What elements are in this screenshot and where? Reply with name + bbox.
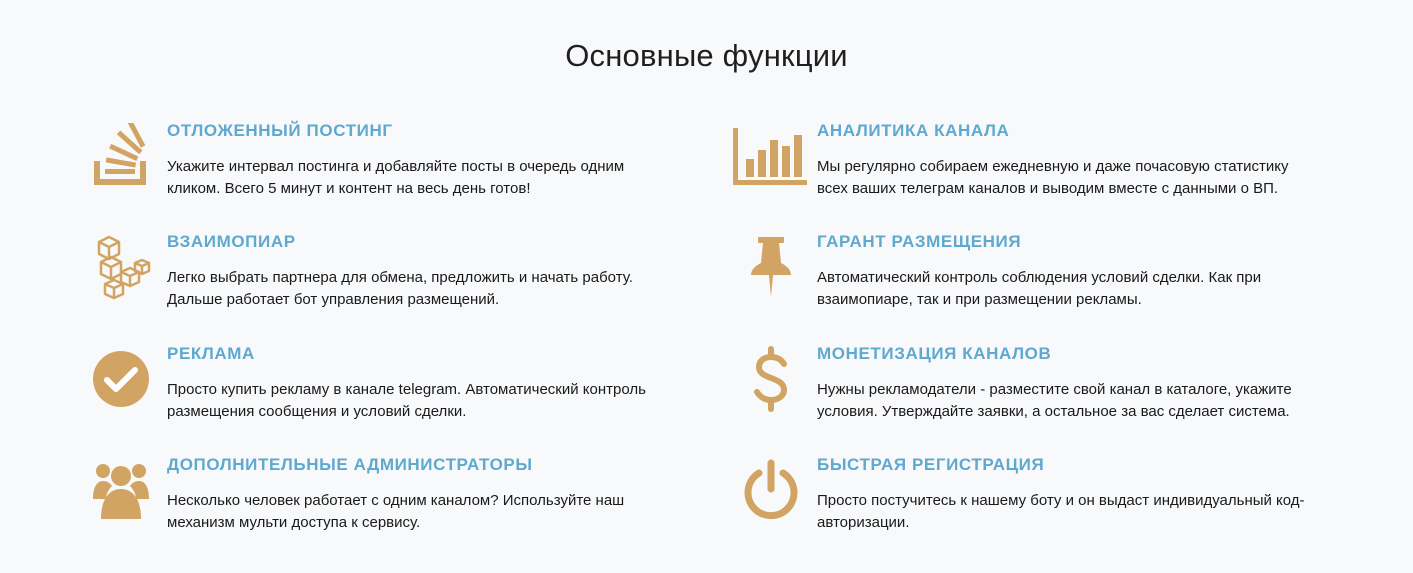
feature-description: Просто купить рекламу в канале telegram. Автоматический контроль размещения сообщения и условий сделки.: [167, 381, 646, 420]
users-icon: [81, 455, 161, 525]
dollar-icon: [731, 344, 811, 414]
feature-scheduled-posting: [81, 121, 641, 221]
stack-overflow-icon: [81, 121, 161, 191]
feature-monetization: [731, 344, 1291, 444]
feature-heading: ГАРАНТ РАЗМЕЩЕНИЯ: [817, 232, 1022, 251]
feature-description: Просто постучитесь к нашему боту и он выдаст индивидуальный код- авторизации.: [817, 492, 1305, 531]
feature-description: Нужны рекламодатели - разместите свой канал в каталоге, укажите условия. Утверждайте заявки, а остальное за вас сделает система.: [817, 381, 1292, 420]
power-icon: [731, 455, 811, 525]
feature-description: Мы регулярно собираем ежедневную и даже почасовую статистику всех ваших телеграм каналов и выводим вместе с данными о ВП.: [817, 158, 1289, 197]
section-title: Основные функции: [565, 38, 848, 73]
pushpin-icon: [731, 232, 811, 302]
feature-heading: БЫСТРАЯ РЕГИСТРАЦИЯ: [817, 455, 1045, 474]
feature-heading: ДОПОЛНИТЕЛЬНЫЕ АДМИНИСТРАТОРЫ: [167, 455, 533, 474]
feature-description: Несколько человек работает с одним каналом? Используйте наш механизм мульти доступа к сервису.: [167, 492, 625, 531]
feature-heading: РЕКЛАМА: [167, 344, 255, 363]
feature-description: Укажите интервал постинга и добавляйте посты в очередь одним кликом. Всего 5 минут и контент на весь день готов!: [167, 158, 625, 197]
feature-description: Легко выбрать партнера для обмена, предложить и начать работу. Дальше работает бот управления размещений.: [167, 269, 633, 308]
cubes-icon: [81, 232, 161, 302]
feature-channel-analytics: [731, 121, 1291, 221]
feature-quick-registration: [731, 455, 1305, 555]
feature-advertising: [81, 344, 646, 444]
feature-heading: ВЗАИМОПИАР: [167, 232, 296, 251]
feature-heading: ОТЛОЖЕННЫЙ ПОСТИНГ: [167, 121, 393, 140]
bar-chart-icon: [731, 121, 811, 191]
feature-description: Автоматический контроль соблюдения условий сделки. Как при взаимопиаре, так и при размещении рекламы.: [817, 269, 1262, 308]
check-circle-icon: [81, 344, 161, 414]
feature-heading: АНАЛИТИКА КАНАЛА: [817, 121, 1010, 140]
feature-heading: МОНЕТИЗАЦИЯ КАНАЛОВ: [817, 344, 1052, 363]
feature-additional-admins: [81, 455, 641, 555]
feature-placement-guarantee: [731, 232, 1291, 332]
feature-mutual-pr: [81, 232, 641, 332]
